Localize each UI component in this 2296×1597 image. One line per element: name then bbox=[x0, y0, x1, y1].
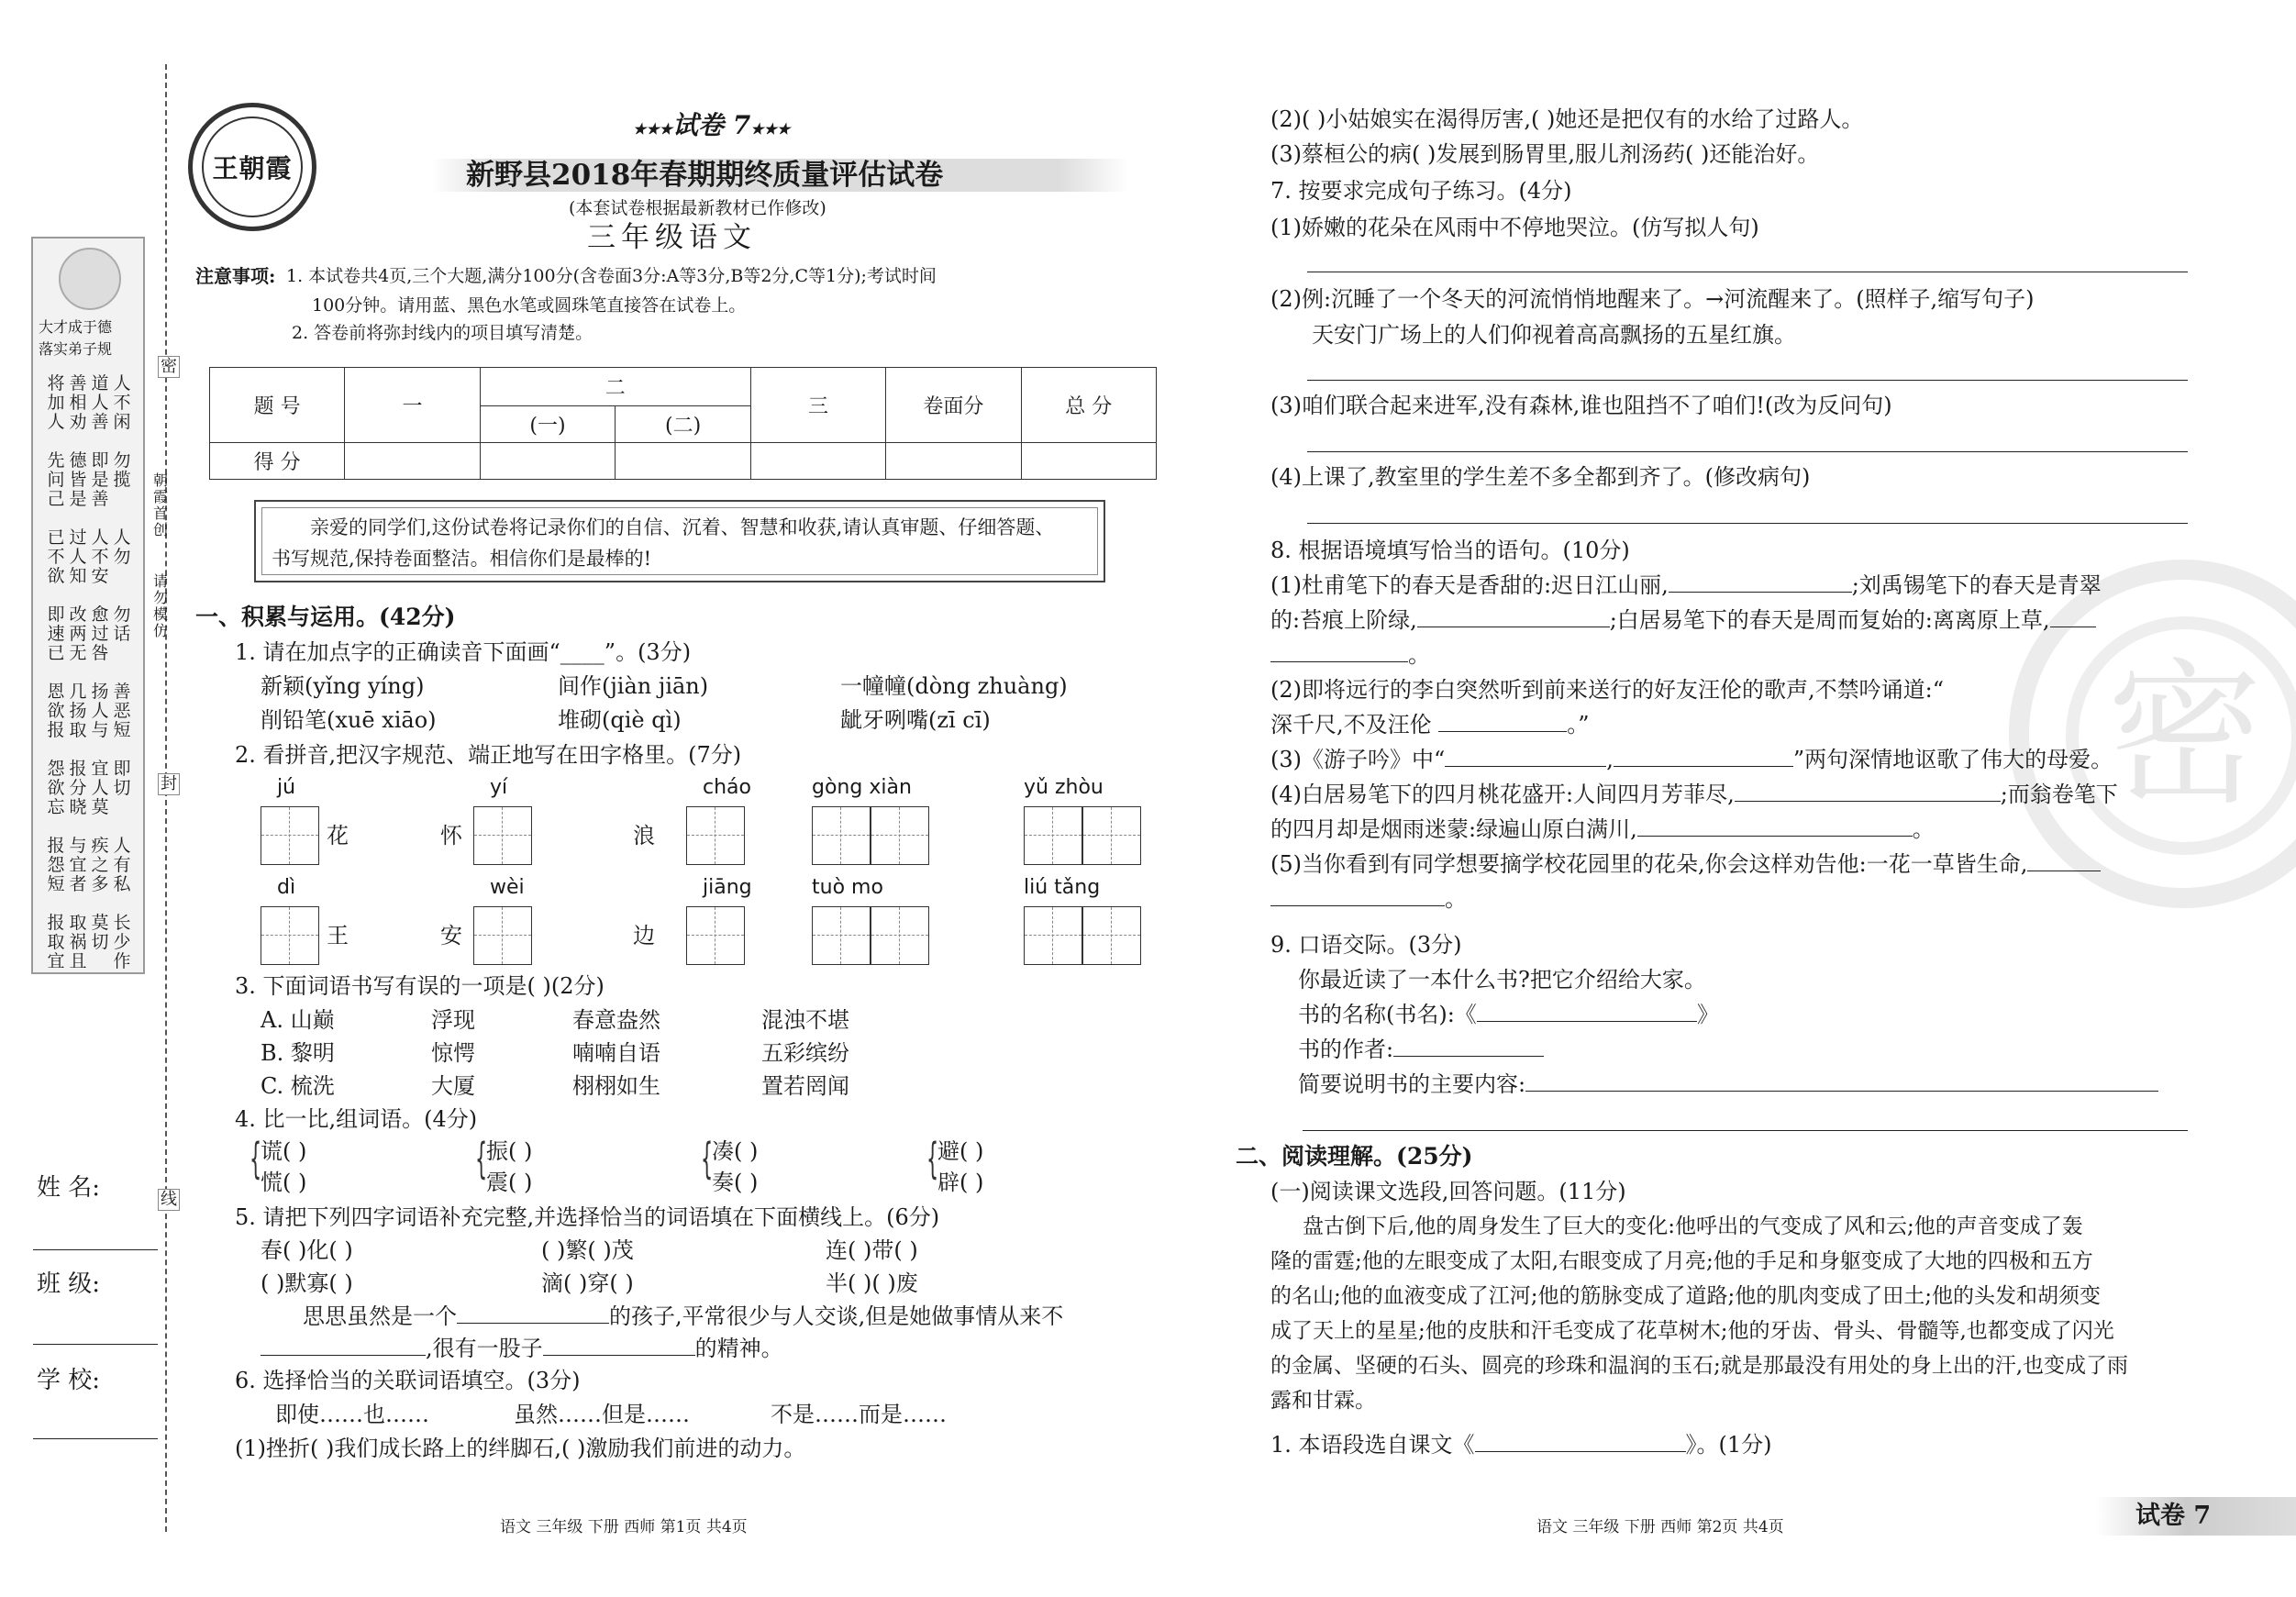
motto-column: 过人知 bbox=[69, 527, 87, 586]
q8-1-line-3: 。 bbox=[1270, 641, 1430, 669]
exam-title: 新野县2018年春期期终质量评估试卷 bbox=[466, 159, 944, 192]
q9-summary-field[interactable] bbox=[1525, 1070, 2158, 1092]
binding-char-1: 密 bbox=[158, 356, 180, 378]
passage-line: 的金属、坚硬的石头、圆亮的珍珠和温润的玉石;就是那最没有用处的身上出的汗,也变成了雨 bbox=[1270, 1354, 2129, 1378]
q3-option-word: 混浊不堪 bbox=[761, 1007, 849, 1033]
motto-column: 即是善 bbox=[91, 450, 109, 509]
binding-dashed-line bbox=[165, 64, 167, 1532]
motto-column: 人有私 bbox=[113, 836, 131, 894]
q7-3-answer-line[interactable] bbox=[1307, 451, 2188, 452]
binding-char-2: 封 bbox=[158, 773, 180, 795]
q7-3: (3)咱们联合起来进军,没有森林,谁也阻挡不了咱们!(改为反问句) bbox=[1270, 393, 1892, 418]
q1-item-1: 新颖(yǐng yíng) bbox=[261, 673, 425, 699]
q8-4-line-1 bbox=[1270, 781, 2118, 808]
class-label: 班 级: bbox=[37, 1270, 101, 1298]
q6-option-1: 即使……也…… bbox=[275, 1402, 429, 1427]
reading-q1-field[interactable] bbox=[1475, 1431, 1686, 1452]
name-label: 姓 名: bbox=[37, 1174, 101, 1202]
binding-note-1: 朝霞首创 bbox=[152, 471, 168, 538]
q5-blank-1[interactable] bbox=[457, 1303, 609, 1324]
stamp-char: 密 bbox=[2066, 616, 2296, 855]
stars-left: ★★★ bbox=[633, 120, 673, 138]
section-2-heading: 二、阅读理解。(25分) bbox=[1236, 1143, 1473, 1170]
motto-column: 报分晓 bbox=[69, 759, 87, 817]
q7-2: (2)例:沉睡了一个冬天的河流悄悄地醒来了。→河流醒来了。(照样子,缩写句子) bbox=[1270, 286, 2035, 312]
q8-4c: 的四月却是烟雨迷蒙:绿遍山原白满川, bbox=[1270, 816, 1637, 842]
passage-line: 成了天上的星星;他的皮肤和汗毛变成了花草树木;他的牙齿、骨头、骨髓等,也都变成了闪光 bbox=[1270, 1319, 2114, 1343]
q4: 4. 比一比,组词语。(4分) bbox=[235, 1106, 478, 1132]
q3-option-word: A. 山巅 bbox=[261, 1007, 335, 1033]
q5-idiom[interactable]: 春( )化( ) bbox=[261, 1237, 353, 1263]
pinyin-label: wèi bbox=[490, 876, 525, 899]
q4-word[interactable]: 避( ) bbox=[937, 1138, 984, 1164]
motto-column: 取祸且 bbox=[69, 913, 87, 971]
motto-column: 莫切 bbox=[91, 913, 109, 952]
q6-3: (3)蔡桓公的病( )发展到肠胃里,服儿剂汤药( )还能治好。 bbox=[1270, 141, 1820, 167]
q9-author bbox=[1298, 1036, 1544, 1063]
motto-column: 即速已 bbox=[47, 604, 65, 663]
q5-idiom[interactable]: ( )默寡( ) bbox=[261, 1270, 353, 1296]
brand-logo bbox=[188, 103, 316, 231]
school-label: 学 校: bbox=[37, 1367, 101, 1394]
q8-3b: ”两句深情地讴歌了伟大的母爱。 bbox=[1792, 747, 2113, 772]
notice-label: 注意事项: bbox=[195, 265, 276, 287]
motto-column: 已不欲 bbox=[47, 527, 65, 586]
th-part-2-2: (二) bbox=[616, 406, 751, 443]
q9-author-label: 书的作者: bbox=[1298, 1037, 1394, 1062]
paper-tag: 试卷 7 bbox=[2135, 1502, 2212, 1530]
motto-column: 改两无 bbox=[69, 604, 87, 663]
q6-option-3: 不是……而是…… bbox=[771, 1402, 947, 1427]
q8-1c: 的:苔痕上阶绿, bbox=[1270, 607, 1417, 633]
motto-line-2: 落实弟子规 bbox=[39, 340, 113, 358]
greeting-line-1: 亲爱的同学们,这份试卷将记录你们的自信、沉着、智慧和收获,请认真审题、仔细答题、 bbox=[310, 516, 1055, 538]
tianzige-box[interactable] bbox=[473, 906, 532, 965]
q5-idiom[interactable]: 滴( )穿( ) bbox=[541, 1270, 634, 1296]
motto-column: 扬人与 bbox=[91, 682, 109, 740]
q8-2-blank[interactable] bbox=[1438, 711, 1567, 732]
reading-1-heading: (一)阅读课文选段,回答问题。(11分) bbox=[1270, 1179, 1626, 1204]
q3-option-word: B. 黎明 bbox=[261, 1040, 335, 1066]
score-cell[interactable] bbox=[480, 443, 616, 480]
q8-3: (3)《游子吟》中“ , ”两句深情地讴歌了伟大的母爱。 bbox=[1270, 747, 2113, 772]
q8-1-line-1 bbox=[1270, 571, 2102, 599]
pinyin-label: gòng xiàn bbox=[812, 776, 912, 799]
q5-s2b: 的精神。 bbox=[694, 1336, 783, 1361]
q6-option-2: 虽然……但是…… bbox=[514, 1402, 690, 1427]
motto-column: 长少作 bbox=[113, 913, 131, 971]
q7: 7. 按要求完成句子练习。(4分) bbox=[1270, 178, 1572, 204]
q5-idiom[interactable]: 半( )( )废 bbox=[826, 1270, 918, 1296]
q3-option-word: C. 梳洗 bbox=[261, 1073, 335, 1099]
tianzige-box[interactable] bbox=[686, 906, 745, 965]
q1-item-5: 堆砌(qiè qì) bbox=[558, 707, 682, 733]
q8-5-blank-a[interactable] bbox=[2027, 850, 2101, 871]
motto-column: 善恶短 bbox=[113, 682, 131, 740]
motto-column: 勿话 bbox=[113, 604, 131, 644]
th-total: 总 分 bbox=[1021, 368, 1156, 443]
q8-1-blank-2[interactable] bbox=[1417, 606, 1610, 627]
th-part-3: 三 bbox=[750, 368, 885, 443]
q3: 3. 下面词语书写有误的一项是( )(2分) bbox=[235, 973, 605, 999]
q1-item-2: 间作(jiàn jiān) bbox=[558, 673, 709, 699]
pinyin-label: yǔ zhòu bbox=[1024, 776, 1104, 799]
pinyin-label: dì bbox=[277, 876, 296, 899]
motto-column: 疾之多 bbox=[91, 836, 109, 894]
name-field[interactable] bbox=[33, 1249, 158, 1250]
q4-word[interactable]: 奏( ) bbox=[712, 1170, 759, 1195]
paper-number bbox=[633, 112, 790, 143]
given-char: 浪 bbox=[633, 823, 655, 848]
pinyin-label: yí bbox=[490, 776, 508, 799]
greeting-line-2: 书写规范,保持卷面整洁。相信你们是最棒的! bbox=[272, 548, 652, 570]
q4-word[interactable]: 凑( ) bbox=[712, 1138, 759, 1164]
q9-author-field[interactable] bbox=[1393, 1036, 1544, 1057]
q1: 1. 请在加点字的正确读音下面画“____”。(3分) bbox=[235, 639, 692, 665]
q5-blank-2[interactable] bbox=[261, 1335, 426, 1356]
q1-item-6: 龇牙咧嘴(zī cī) bbox=[840, 707, 991, 733]
given-char: 边 bbox=[633, 923, 655, 948]
brace-icon: { bbox=[475, 1134, 488, 1183]
q4-word[interactable]: 谎( ) bbox=[261, 1138, 307, 1164]
q9-summary bbox=[1298, 1070, 2158, 1098]
q1-item-3: 一幢幢(dòng zhuàng) bbox=[840, 673, 1068, 699]
q3-option-word: 喃喃自语 bbox=[572, 1040, 660, 1066]
given-char: 安 bbox=[440, 923, 462, 948]
q9: 9. 口语交际。(3分) bbox=[1270, 932, 1462, 958]
score-table bbox=[209, 367, 1157, 480]
score-cell[interactable] bbox=[750, 443, 885, 480]
motto-column: 人不闲 bbox=[113, 373, 131, 432]
motto-column: 报怨短 bbox=[47, 836, 65, 894]
pinyin-label: cháo bbox=[703, 776, 751, 799]
motto-column: 先问己 bbox=[47, 450, 65, 509]
q8: 8. 根据语境填写恰当的语句。(10分) bbox=[1270, 538, 1630, 563]
q4-word[interactable]: 振( ) bbox=[486, 1138, 533, 1164]
q5-sentence-2 bbox=[261, 1335, 783, 1362]
q3-option-word: 大厦 bbox=[431, 1073, 475, 1099]
reading-q1-text: 1. 本语段选自课文《 bbox=[1270, 1432, 1475, 1458]
q5-s1b: 的孩子,平常很少与人交谈,但是她做事情从来不 bbox=[609, 1303, 1064, 1329]
motto-column: 德皆是 bbox=[69, 450, 87, 509]
tianzige-box[interactable] bbox=[261, 906, 319, 965]
page-1-footer: 语文 三年级 下册 西师 第1页 共4页 bbox=[500, 1518, 748, 1536]
q8-5-blank-b[interactable] bbox=[1270, 885, 1445, 906]
q8-4-line-2: 的四月却是烟雨迷蒙:绿遍山原白满川, 。 bbox=[1270, 816, 1935, 842]
q5: 5. 请把下列四字词语补充完整,并选择恰当的词语填在下面横线上。(6分) bbox=[235, 1204, 940, 1230]
passage-line: 露和甘霖。 bbox=[1270, 1389, 1376, 1413]
greeting-box bbox=[254, 500, 1105, 582]
q3-option-word: 惊愕 bbox=[431, 1040, 475, 1066]
tianzige-box[interactable] bbox=[871, 806, 929, 865]
brace-icon: { bbox=[250, 1134, 262, 1183]
child-reading-icon bbox=[59, 248, 121, 310]
q5-s1a: 思思虽然是一个 bbox=[303, 1303, 457, 1329]
motto-column: 人勿 bbox=[113, 527, 131, 567]
binding-char-3: 线 bbox=[158, 1189, 180, 1211]
motto-column: 将加人 bbox=[47, 373, 65, 432]
q7-1: (1)娇嫩的花朵在风雨中不停地哭泣。(仿写拟人句) bbox=[1270, 215, 1759, 240]
notice-2: 2. 答卷前将弥封线内的项目填写清楚。 bbox=[292, 323, 593, 343]
q8-3-blank-2[interactable] bbox=[1614, 746, 1793, 767]
motto-column: 勿揽 bbox=[113, 450, 131, 490]
q5-sentence-1 bbox=[303, 1303, 1063, 1330]
q1-item-4: 削铅笔(xuē xiāo) bbox=[261, 707, 437, 733]
pinyin-label: liú tǎng bbox=[1024, 876, 1101, 899]
brace-icon: { bbox=[701, 1134, 714, 1183]
stars-right: ★★★ bbox=[750, 120, 791, 138]
pinyin-label: jiāng bbox=[703, 876, 752, 899]
q8-2-line-2: 深千尺,不及汪伦 。” bbox=[1270, 712, 1590, 738]
q3-option-word: 置若罔闻 bbox=[761, 1073, 849, 1099]
q9-book-name: 书的名称(书名):《 》 bbox=[1298, 1002, 1719, 1027]
tianzige-box[interactable] bbox=[686, 806, 745, 865]
score-label: 得 分 bbox=[210, 443, 345, 480]
motto-column: 愈过咎 bbox=[91, 604, 109, 663]
motto-column: 与宜者 bbox=[69, 836, 87, 894]
q8-4-blank-2[interactable] bbox=[1637, 815, 1913, 837]
motto-column: 即切 bbox=[113, 759, 131, 798]
score-cell[interactable] bbox=[1021, 443, 1156, 480]
q8-4b: ;而翁卷笔下 bbox=[2000, 782, 2118, 807]
tianzige-box[interactable] bbox=[812, 806, 871, 865]
q7-2-answer-line[interactable] bbox=[1307, 380, 2188, 381]
q5-blank-3[interactable] bbox=[543, 1335, 695, 1356]
q8-3a: (3)《游子吟》中“ bbox=[1270, 747, 1446, 772]
passage-line: 盘古倒下后,他的周身发生了巨大的变化:他呼出的气变成了风和云;他的声音变成了轰 bbox=[1303, 1214, 2083, 1238]
th-part-2: 二 bbox=[480, 368, 750, 406]
motto-column: 恩欲报 bbox=[47, 682, 65, 740]
q9-book-name-field[interactable] bbox=[1477, 1001, 1697, 1022]
exam-subject: 三年级语文 bbox=[587, 221, 757, 254]
q8-5: (5)当你看到有同学想要摘学校花园里的花朵,你会这样劝告他:一花一草皆生命, bbox=[1270, 851, 2028, 877]
th-neatness: 卷面分 bbox=[886, 368, 1021, 443]
q4-word[interactable]: 慌( ) bbox=[261, 1170, 307, 1195]
motto-line-1: 大才成于德 bbox=[39, 318, 113, 336]
q3-option-word: 五彩缤纷 bbox=[761, 1040, 849, 1066]
q5-idiom[interactable]: ( )繁( )茂 bbox=[541, 1237, 634, 1263]
exam-subtitle: (本套试卷根据最新教材已作修改) bbox=[569, 198, 826, 218]
q7-2-sentence: 天安门广场上的人们仰视着高高飘扬的五星红旗。 bbox=[1312, 322, 1796, 348]
logo-text: 王朝霞 bbox=[202, 116, 303, 217]
th-part-2-1: (一) bbox=[480, 406, 616, 443]
q9-summary-label: 简要说明书的主要内容: bbox=[1298, 1071, 1526, 1097]
tianzige-box[interactable] bbox=[473, 806, 532, 865]
score-cell[interactable] bbox=[345, 443, 480, 480]
tianzige-box[interactable] bbox=[871, 906, 929, 965]
th-part-1: 一 bbox=[345, 368, 480, 443]
brace-icon: { bbox=[926, 1134, 939, 1183]
tianzige-box[interactable] bbox=[261, 806, 319, 865]
motto-strip bbox=[31, 237, 145, 974]
score-cell[interactable] bbox=[886, 443, 1021, 480]
school-field[interactable] bbox=[33, 1438, 158, 1439]
q8-4-blank-1[interactable] bbox=[1735, 781, 2001, 802]
notice-1a: 1. 本试卷共4页,三个大题,满分100分(含卷面3分:A等3分,B等2分,C等1分);考试时间 bbox=[286, 266, 937, 286]
q3-option-word: 春意盎然 bbox=[572, 1007, 660, 1033]
page-2-footer: 语文 三年级 下册 西师 第2页 共4页 bbox=[1536, 1518, 1784, 1536]
q8-2b: 深千尺,不及汪伦 bbox=[1270, 712, 1432, 738]
pinyin-label: jú bbox=[277, 776, 296, 799]
q8-1d: ;白居易笔下的春天是周而复始的:离离原上草, bbox=[1609, 607, 2050, 633]
motto-column: 报取宜 bbox=[47, 913, 65, 971]
given-char: 怀 bbox=[440, 823, 462, 848]
q9-prompt: 你最近读了一本什么书?把它介绍给大家。 bbox=[1298, 967, 1706, 993]
q8-4a: (4)白居易笔下的四月桃花盛开:人间四月芳菲尽, bbox=[1270, 782, 1735, 807]
q8-1a: (1)杜甫笔下的春天是香甜的:迟日江山丽, bbox=[1270, 572, 1669, 598]
q6: 6. 选择恰当的关联词语填空。(3分) bbox=[235, 1368, 581, 1393]
q9-book-name-label: 书的名称(书名):《 bbox=[1298, 1002, 1477, 1027]
pinyin-label: tuò mo bbox=[812, 876, 883, 899]
q3-option-word: 浮现 bbox=[431, 1007, 475, 1033]
motto-column: 善相劝 bbox=[69, 373, 87, 432]
class-field[interactable] bbox=[33, 1344, 158, 1345]
motto-column: 宜人莫 bbox=[91, 759, 109, 817]
given-char: 王 bbox=[327, 923, 349, 948]
q8-5-line-1 bbox=[1270, 850, 2101, 878]
given-char: 花 bbox=[327, 823, 349, 848]
motto-column: 几扬取 bbox=[69, 682, 87, 740]
q5-idiom[interactable]: 连( )带( ) bbox=[826, 1237, 918, 1263]
q9-summary-line-2[interactable] bbox=[1303, 1130, 2188, 1131]
q8-1-line-2 bbox=[1270, 606, 2096, 634]
reading-q1 bbox=[1270, 1431, 1772, 1458]
reading-q1-score: 》。(1分) bbox=[1685, 1432, 1772, 1458]
motto-column: 道人善 bbox=[91, 373, 109, 432]
q3-option-word: 栩栩如生 bbox=[572, 1073, 660, 1099]
tianzige-box[interactable] bbox=[1024, 806, 1082, 865]
passage-line: 的名山;他的血液变成了江河;他的筋脉变成了道路;他的肌肉变成了田土;他的头发和胡须变 bbox=[1270, 1284, 2101, 1308]
motto-column: 怨欲忘 bbox=[47, 759, 65, 817]
q8-5-line-2: 。 bbox=[1270, 885, 1467, 913]
q7-4-answer-line[interactable] bbox=[1307, 523, 2188, 524]
q6-2: (2)( )小姑娘实在渴得厉害,( )她还是把仅有的水给了过路人。 bbox=[1270, 106, 1864, 132]
q2: 2. 看拼音,把汉字规范、端正地写在田字格里。(7分) bbox=[235, 742, 742, 768]
q8-1-blank-1[interactable] bbox=[1669, 571, 1852, 593]
notice-1b: 100分钟。请用蓝、黑色水笔或圆珠笔直接答在试卷上。 bbox=[312, 295, 747, 316]
q8-3-blank-1[interactable] bbox=[1445, 746, 1606, 767]
score-cell[interactable] bbox=[616, 443, 751, 480]
binding-note-2: 请勿模仿 bbox=[152, 572, 168, 639]
q8-2-line-1: (2)即将远行的李白突然听到前来送行的好友汪伦的歌声,不禁吟诵道:“ bbox=[1270, 677, 1944, 703]
tianzige-box[interactable] bbox=[1082, 906, 1141, 965]
passage-line: 隆的雷霆;他的左眼变成了太阳,右眼变成了月亮;他的手足和身躯变成了大地的四极和五方 bbox=[1270, 1249, 2093, 1273]
th-question: 题 号 bbox=[210, 368, 345, 443]
q8-1-blank-3b[interactable] bbox=[1270, 641, 1408, 662]
q4-word[interactable]: 辟( ) bbox=[937, 1170, 984, 1195]
tianzige-box[interactable] bbox=[1082, 806, 1141, 865]
q7-4: (4)上课了,教室里的学生差不多全都到齐了。(修改病句) bbox=[1270, 464, 1811, 490]
q8-1b: ;刘禹锡笔下的春天是青翠 bbox=[1851, 572, 2102, 598]
motto-column: 人不安 bbox=[91, 527, 109, 586]
q5-s2a: ,很有一股子 bbox=[426, 1336, 543, 1361]
tianzige-box[interactable] bbox=[812, 906, 871, 965]
q4-word[interactable]: 震( ) bbox=[486, 1170, 533, 1195]
tianzige-box[interactable] bbox=[1024, 906, 1082, 965]
q6-1: (1)挫折( )我们成长路上的绊脚石,( )激励我们前进的动力。 bbox=[235, 1436, 806, 1461]
section-1-heading: 一、积累与运用。(42分) bbox=[195, 604, 456, 630]
q8-1-blank-3a[interactable] bbox=[2050, 606, 2096, 627]
paper-number-text: 试卷 7 bbox=[672, 110, 751, 140]
